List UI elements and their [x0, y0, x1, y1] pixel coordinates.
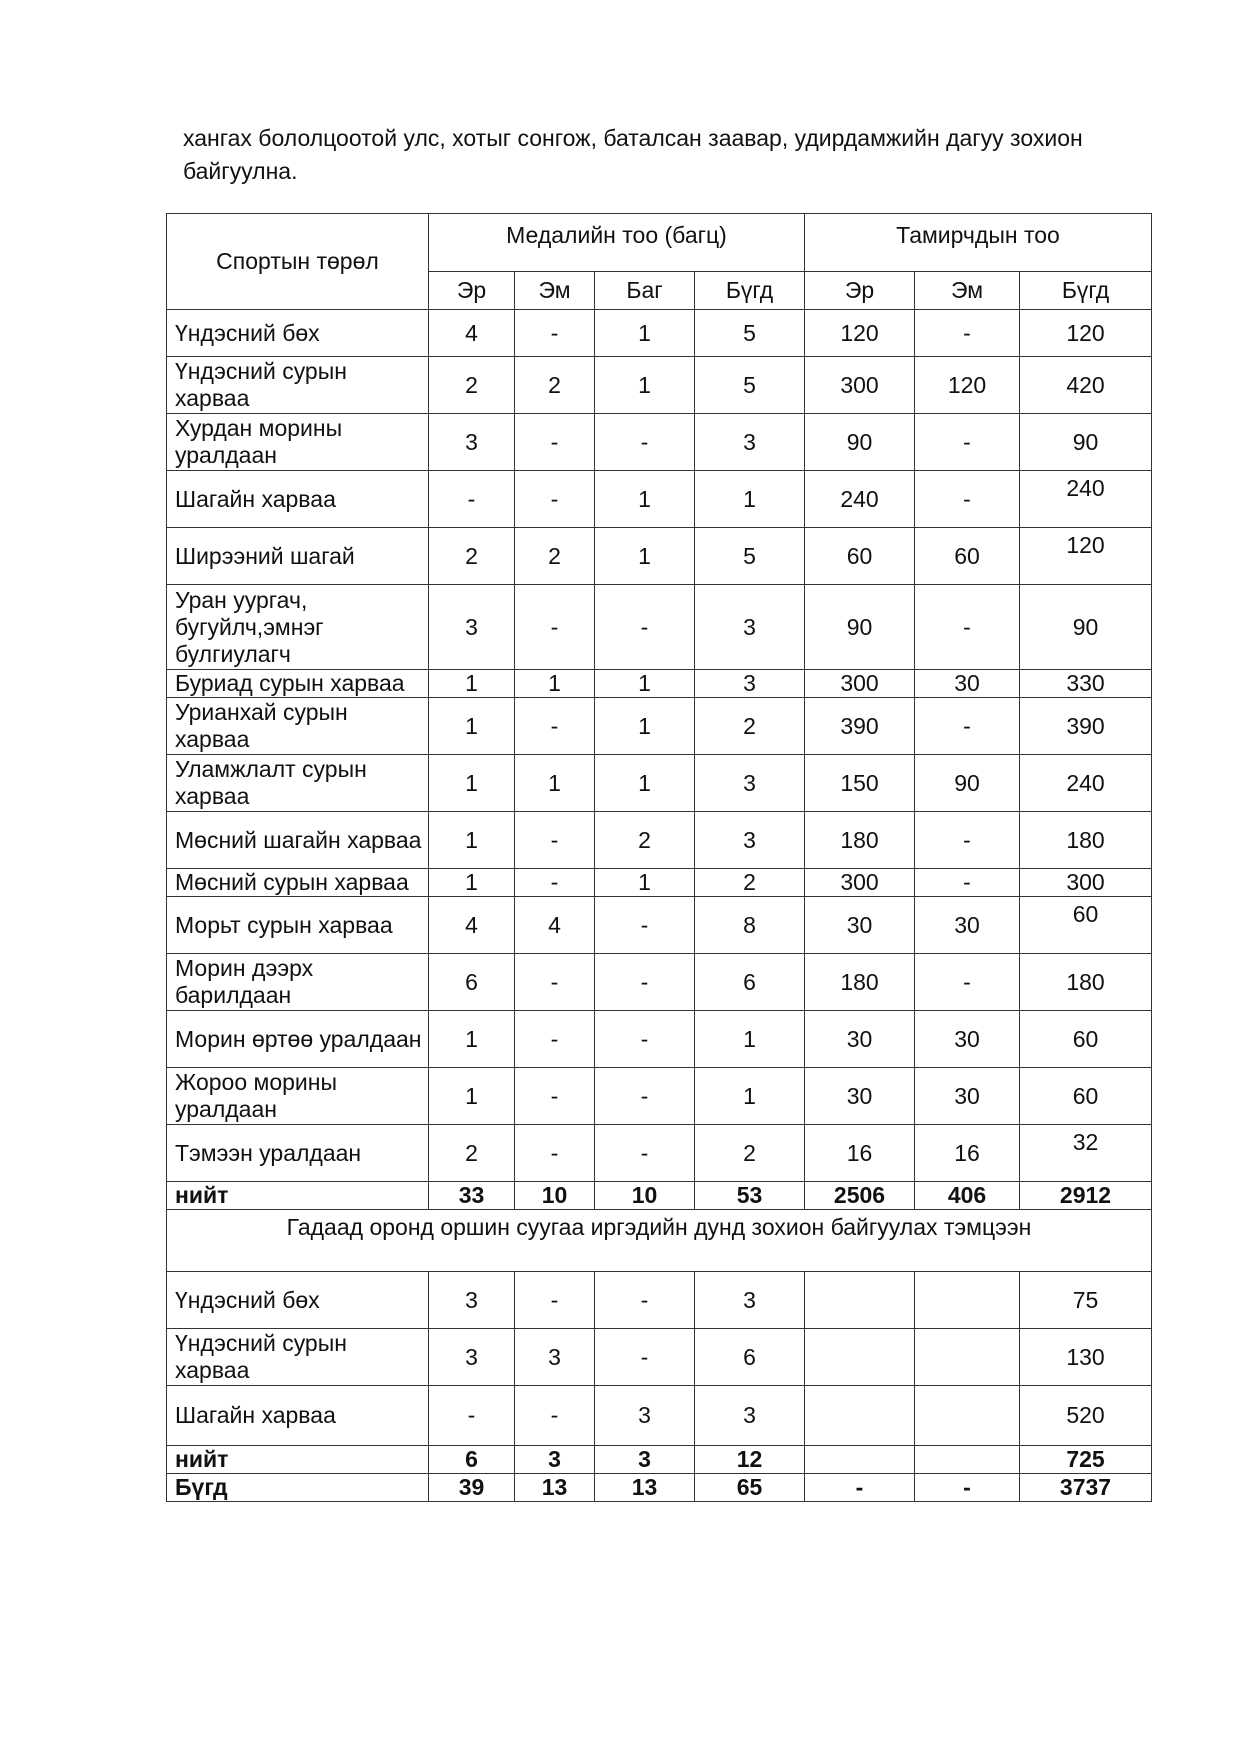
value-cell: 330: [1020, 670, 1152, 698]
value-cell: 1: [595, 310, 695, 357]
value-cell: 3: [695, 414, 805, 471]
value-cell: [805, 1446, 915, 1474]
value-cell: 2: [695, 698, 805, 755]
table-row: [167, 897, 1152, 954]
value-cell: -: [595, 1068, 695, 1125]
sport-name-cell: Бүгд: [167, 1474, 429, 1502]
value-cell: -: [429, 471, 515, 528]
value-cell: 3: [429, 585, 515, 670]
table-row: [167, 1272, 1152, 1329]
value-cell: -: [515, 310, 595, 357]
sport-name-cell: нийт: [167, 1182, 429, 1210]
table-row: [167, 670, 1152, 698]
value-cell: 1: [695, 471, 805, 528]
value-cell: 90: [805, 585, 915, 670]
value-cell: 5: [695, 310, 805, 357]
value-cell: 3: [695, 585, 805, 670]
value-cell: -: [595, 1329, 695, 1386]
table-row: [167, 357, 1152, 414]
sport-name-cell: нийт: [167, 1446, 429, 1474]
table-row: [167, 1011, 1152, 1068]
abroad-section-title: Гадаад оронд оршин суугаа иргэдийн дунд зохион байгуулах тэмцээн: [167, 1210, 1152, 1272]
value-cell: 10: [595, 1182, 695, 1210]
value-cell: -: [915, 310, 1020, 357]
value-cell: -: [595, 1011, 695, 1068]
value-cell: 6: [695, 1329, 805, 1386]
value-cell: 300: [805, 357, 915, 414]
value-cell: 130: [1020, 1329, 1152, 1386]
value-cell: 390: [805, 698, 915, 755]
value-cell: 150: [805, 755, 915, 812]
sport-name-cell: Шагайн харваа: [167, 1386, 429, 1446]
value-cell: 30: [915, 670, 1020, 698]
value-cell: 180: [1020, 954, 1152, 1011]
value-cell: 90: [1020, 585, 1152, 670]
value-cell: 1: [595, 698, 695, 755]
value-cell: 2: [429, 528, 515, 585]
value-cell: 33: [429, 1182, 515, 1210]
sport-name-cell: Морьт сурын харваа: [167, 897, 429, 954]
sport-name-cell: Уламжлалт сурын харваа: [167, 755, 429, 812]
value-cell: -: [515, 698, 595, 755]
value-cell: 90: [915, 755, 1020, 812]
sport-name-cell: Урианхай сурын харваа: [167, 698, 429, 755]
value-cell: 240: [805, 471, 915, 528]
value-cell: 300: [805, 670, 915, 698]
value-cell: 3: [429, 1329, 515, 1386]
value-cell: 32: [1020, 1125, 1152, 1182]
value-cell: 4: [429, 897, 515, 954]
value-cell: 53: [695, 1182, 805, 1210]
sport-name-cell: Мөсний сурын харваа: [167, 869, 429, 897]
subheader-cell: Эм: [515, 272, 595, 310]
table-row: [167, 310, 1152, 357]
sport-name-cell: Ширээний шагай: [167, 528, 429, 585]
value-cell: 1: [595, 755, 695, 812]
value-cell: 10: [515, 1182, 595, 1210]
sport-name-cell: Үндэсний сурын харваа: [167, 1329, 429, 1386]
sport-name-cell: Буриад сурын харваа: [167, 670, 429, 698]
value-cell: -: [915, 869, 1020, 897]
value-cell: 240: [1020, 471, 1152, 528]
value-cell: 1: [595, 528, 695, 585]
value-cell: 120: [805, 310, 915, 357]
sports-table: [166, 213, 1152, 1502]
value-cell: 2912: [1020, 1182, 1152, 1210]
value-cell: 5: [695, 357, 805, 414]
value-cell: 1: [695, 1068, 805, 1125]
value-cell: 1: [695, 1011, 805, 1068]
value-cell: -: [515, 471, 595, 528]
subheader-cell: Эм: [915, 272, 1020, 310]
table-row: [167, 1068, 1152, 1125]
value-cell: 12: [695, 1446, 805, 1474]
value-cell: 90: [1020, 414, 1152, 471]
value-cell: -: [595, 1125, 695, 1182]
table-row: [167, 1474, 1152, 1502]
value-cell: 3: [695, 670, 805, 698]
sport-name-cell: Жороо морины уралдаан: [167, 1068, 429, 1125]
value-cell: 2: [429, 357, 515, 414]
value-cell: 2: [429, 1125, 515, 1182]
sport-name-cell: Морин өртөө уралдаан: [167, 1011, 429, 1068]
table-row: [167, 1386, 1152, 1446]
value-cell: 2: [515, 528, 595, 585]
value-cell: 1: [429, 670, 515, 698]
value-cell: [915, 1272, 1020, 1329]
value-cell: -: [515, 812, 595, 869]
value-cell: -: [515, 1272, 595, 1329]
subheader-cell: Бүгд: [695, 272, 805, 310]
value-cell: -: [515, 585, 595, 670]
intro-paragraph: хангах бололцоотой улс, хотыг сонгож, баталсан заавар, удирдамжийн дагуу зохион байгуулна.: [183, 125, 1083, 184]
subheader-cell: Бүгд: [1020, 272, 1152, 310]
value-cell: 39: [429, 1474, 515, 1502]
value-cell: 120: [1020, 310, 1152, 357]
value-cell: -: [595, 954, 695, 1011]
value-cell: 3: [695, 1386, 805, 1446]
value-cell: [805, 1329, 915, 1386]
table-row: [167, 1329, 1152, 1386]
value-cell: -: [515, 1068, 595, 1125]
value-cell: 3: [429, 414, 515, 471]
value-cell: [915, 1386, 1020, 1446]
value-cell: 60: [805, 528, 915, 585]
value-cell: -: [915, 698, 1020, 755]
subheader-cell: Баг: [595, 272, 695, 310]
value-cell: 3737: [1020, 1474, 1152, 1502]
value-cell: -: [515, 954, 595, 1011]
sport-name-cell: Үндэсний сурын харваа: [167, 357, 429, 414]
sport-name-cell: Хурдан морины уралдаан: [167, 414, 429, 471]
table-row: [167, 528, 1152, 585]
value-cell: 240: [1020, 755, 1152, 812]
value-cell: 30: [805, 1011, 915, 1068]
value-cell: 120: [1020, 528, 1152, 585]
value-cell: 1: [429, 869, 515, 897]
value-cell: 3: [429, 1272, 515, 1329]
sport-name-cell: Шагайн харваа: [167, 471, 429, 528]
value-cell: 6: [429, 1446, 515, 1474]
value-cell: 725: [1020, 1446, 1152, 1474]
table-row: [167, 869, 1152, 897]
value-cell: -: [915, 1474, 1020, 1502]
value-cell: 390: [1020, 698, 1152, 755]
value-cell: 3: [695, 812, 805, 869]
value-cell: 1: [429, 698, 515, 755]
header-athletes: Тамирчдын тоо: [805, 214, 1152, 272]
value-cell: 406: [915, 1182, 1020, 1210]
value-cell: 90: [805, 414, 915, 471]
subheader-cell: Эр: [805, 272, 915, 310]
value-cell: 1: [429, 1011, 515, 1068]
value-cell: 1: [515, 670, 595, 698]
value-cell: 60: [1020, 1068, 1152, 1125]
value-cell: 8: [695, 897, 805, 954]
value-cell: 1: [429, 812, 515, 869]
value-cell: 120: [915, 357, 1020, 414]
value-cell: -: [595, 414, 695, 471]
value-cell: -: [515, 1386, 595, 1446]
value-cell: -: [595, 585, 695, 670]
header-sport-type: Спортын төрөл: [167, 214, 429, 310]
sport-name-cell: Үндэсний бөх: [167, 1272, 429, 1329]
value-cell: 5: [695, 528, 805, 585]
value-cell: 180: [805, 954, 915, 1011]
value-cell: [805, 1272, 915, 1329]
value-cell: -: [515, 1011, 595, 1068]
value-cell: 30: [915, 1068, 1020, 1125]
value-cell: 2: [695, 869, 805, 897]
value-cell: -: [515, 1125, 595, 1182]
value-cell: 65: [695, 1474, 805, 1502]
table-row: [167, 1182, 1152, 1210]
table-row: [167, 471, 1152, 528]
value-cell: 60: [1020, 897, 1152, 954]
table-row: [167, 1446, 1152, 1474]
value-cell: 30: [915, 897, 1020, 954]
table-row: [167, 414, 1152, 471]
value-cell: 3: [515, 1329, 595, 1386]
value-cell: 3: [695, 1272, 805, 1329]
sport-name-cell: Морин дээрх барилдаан: [167, 954, 429, 1011]
sport-name-cell: Тэмээн уралдаан: [167, 1125, 429, 1182]
value-cell: 60: [915, 528, 1020, 585]
value-cell: 300: [1020, 869, 1152, 897]
sport-name-cell: Үндэсний бөх: [167, 310, 429, 357]
value-cell: 2506: [805, 1182, 915, 1210]
value-cell: 16: [915, 1125, 1020, 1182]
value-cell: -: [915, 954, 1020, 1011]
value-cell: 2: [595, 812, 695, 869]
value-cell: -: [595, 1272, 695, 1329]
value-cell: -: [515, 414, 595, 471]
value-cell: [805, 1386, 915, 1446]
value-cell: 30: [805, 897, 915, 954]
value-cell: 1: [429, 1068, 515, 1125]
value-cell: 300: [805, 869, 915, 897]
value-cell: 180: [1020, 812, 1152, 869]
value-cell: -: [429, 1386, 515, 1446]
value-cell: -: [515, 869, 595, 897]
value-cell: 4: [515, 897, 595, 954]
value-cell: [915, 1329, 1020, 1386]
value-cell: 1: [595, 869, 695, 897]
value-cell: 3: [595, 1446, 695, 1474]
value-cell: 3: [695, 755, 805, 812]
subheader-cell: Эр: [429, 272, 515, 310]
value-cell: 1: [429, 755, 515, 812]
table-row: [167, 755, 1152, 812]
value-cell: -: [915, 414, 1020, 471]
value-cell: 4: [429, 310, 515, 357]
value-cell: 520: [1020, 1386, 1152, 1446]
value-cell: 3: [515, 1446, 595, 1474]
value-cell: 16: [805, 1125, 915, 1182]
table-row: [167, 698, 1152, 755]
value-cell: 75: [1020, 1272, 1152, 1329]
value-cell: 30: [915, 1011, 1020, 1068]
value-cell: 1: [595, 670, 695, 698]
value-cell: 1: [595, 357, 695, 414]
value-cell: 6: [429, 954, 515, 1011]
value-cell: 13: [595, 1474, 695, 1502]
sport-name-cell: Мөсний шагайн харваа: [167, 812, 429, 869]
value-cell: [915, 1446, 1020, 1474]
value-cell: 60: [1020, 1011, 1152, 1068]
header-medals: Медалийн тоо (багц): [429, 214, 805, 272]
table-row: [167, 585, 1152, 670]
value-cell: -: [805, 1474, 915, 1502]
value-cell: 2: [695, 1125, 805, 1182]
table-row: [167, 954, 1152, 1011]
value-cell: 420: [1020, 357, 1152, 414]
value-cell: -: [915, 471, 1020, 528]
value-cell: -: [915, 812, 1020, 869]
value-cell: -: [595, 897, 695, 954]
sport-name-cell: Уран уургач, бугуйлч,эмнэг булгиулагч: [167, 585, 429, 670]
value-cell: 1: [595, 471, 695, 528]
value-cell: 30: [805, 1068, 915, 1125]
value-cell: 6: [695, 954, 805, 1011]
value-cell: 3: [595, 1386, 695, 1446]
table-row: [167, 1125, 1152, 1182]
value-cell: -: [915, 585, 1020, 670]
value-cell: 13: [515, 1474, 595, 1502]
value-cell: 1: [515, 755, 595, 812]
value-cell: 2: [515, 357, 595, 414]
table-row: [167, 812, 1152, 869]
value-cell: 180: [805, 812, 915, 869]
